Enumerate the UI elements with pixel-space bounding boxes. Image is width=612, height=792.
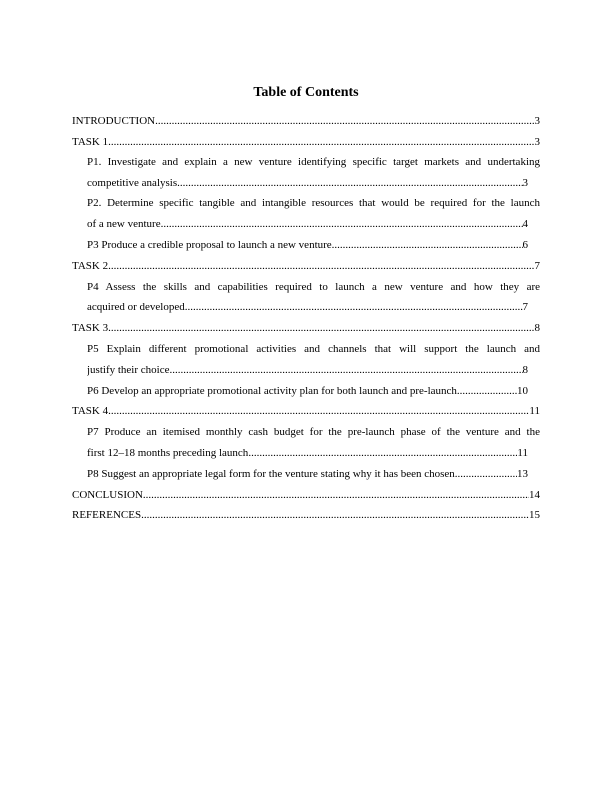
toc-title: Table of Contents [253,85,359,100]
toc-page-number: 14 [529,489,540,501]
toc-leader-dots [155,112,534,130]
toc-entry-text-line-2: acquired or developed [87,301,185,313]
toc-page-number: 11 [517,447,528,459]
toc-entry-line-2 [87,174,528,192]
toc-page-number: 7 [522,301,528,313]
toc-entry-text: INTRODUCTION [72,115,156,127]
toc-leader-dots [177,174,522,192]
toc-entry-text-line-1: P1. Investigate and explain a new venture identifying specific target markets and undertaking [87,156,540,168]
toc-entry-references[interactable] [72,506,540,524]
toc-entry-text: TASK 2 [72,260,109,272]
toc-leader-dots [457,382,517,400]
toc-entry-text: TASK 4 [72,405,109,417]
toc-page-number: 10 [517,385,528,397]
toc-entry-text: TASK 3 [72,322,109,334]
toc-entry-text-line-2: competitive analysis [87,177,178,189]
toc-entry-text: REFERENCES [72,509,142,521]
toc-page-number: 3 [534,136,540,148]
toc-entry-text-line-2: justify their choice [87,364,170,376]
toc-page-number: 3 [522,177,528,189]
toc-entry-task-3[interactable] [72,319,540,337]
toc-page-number: 13 [517,468,528,480]
toc-entry-text-line-1: P2. Determine specific tangible and intangible resources that would be required for the launch [87,197,540,209]
table-of-contents [72,0,540,792]
toc-entry-text: CONCLUSION [72,489,143,501]
toc-page-number: 7 [534,260,540,272]
toc-entry-introduction[interactable] [72,112,540,130]
toc-leader-dots [108,402,529,420]
toc-leader-dots [108,257,534,275]
toc-entry-task-1[interactable] [72,133,540,151]
toc-entry-conclusion[interactable] [72,486,540,504]
toc-leader-dots [108,319,534,337]
toc-page-number: 15 [529,509,540,521]
toc-entry-line-2 [87,361,528,379]
toc-entry-task-2[interactable] [72,257,540,275]
toc-entry-p8[interactable] [87,465,528,483]
toc-entry-text: P6 Develop an appropriate promotional activity plan for both launch and pre-launch [87,385,457,397]
toc-entry-task-4[interactable] [72,402,540,420]
toc-entry-line-2 [87,444,528,462]
toc-entry-text: P8 Suggest an appropriate legal form for the venture stating why it has been chosen [87,468,455,480]
toc-page-number: 8 [534,322,540,334]
toc-entry-text-line-1: P5 Explain different promotional activities and channels that will support the launch and [87,343,540,355]
toc-leader-dots [185,298,523,316]
toc-leader-dots [332,236,523,254]
toc-entry-line-2 [87,215,528,233]
toc-entry-text: TASK 1 [72,136,109,148]
toc-page-number: 11 [529,405,540,417]
toc-entry-p3[interactable] [87,236,528,254]
toc-leader-dots [161,215,523,233]
toc-entry-text-line-2: of a new venture [87,218,161,230]
toc-entry-text-line-2: first 12–18 months preceding launch [87,447,249,459]
toc-entry-text: P3 Produce a credible proposal to launch a new venture [87,239,332,251]
toc-entry-text-line-1: P7 Produce an itemised monthly cash budget for the pre-launch phase of the venture and the [87,426,540,438]
toc-page-number: 4 [522,218,528,230]
toc-entry-line-2 [87,298,528,316]
toc-leader-dots [141,506,529,524]
toc-leader-dots [108,133,534,151]
toc-leader-dots [248,444,517,462]
toc-entry-text-line-1: P4 Assess the skills and capabilities required to launch a new venture and how they are [87,281,540,293]
toc-leader-dots [455,465,517,483]
toc-page-number: 6 [522,239,528,251]
toc-leader-dots [169,361,522,379]
toc-leader-dots [143,486,529,504]
toc-entry-p6[interactable] [87,382,528,400]
toc-page-number: 3 [534,115,540,127]
toc-page-number: 8 [522,364,528,376]
